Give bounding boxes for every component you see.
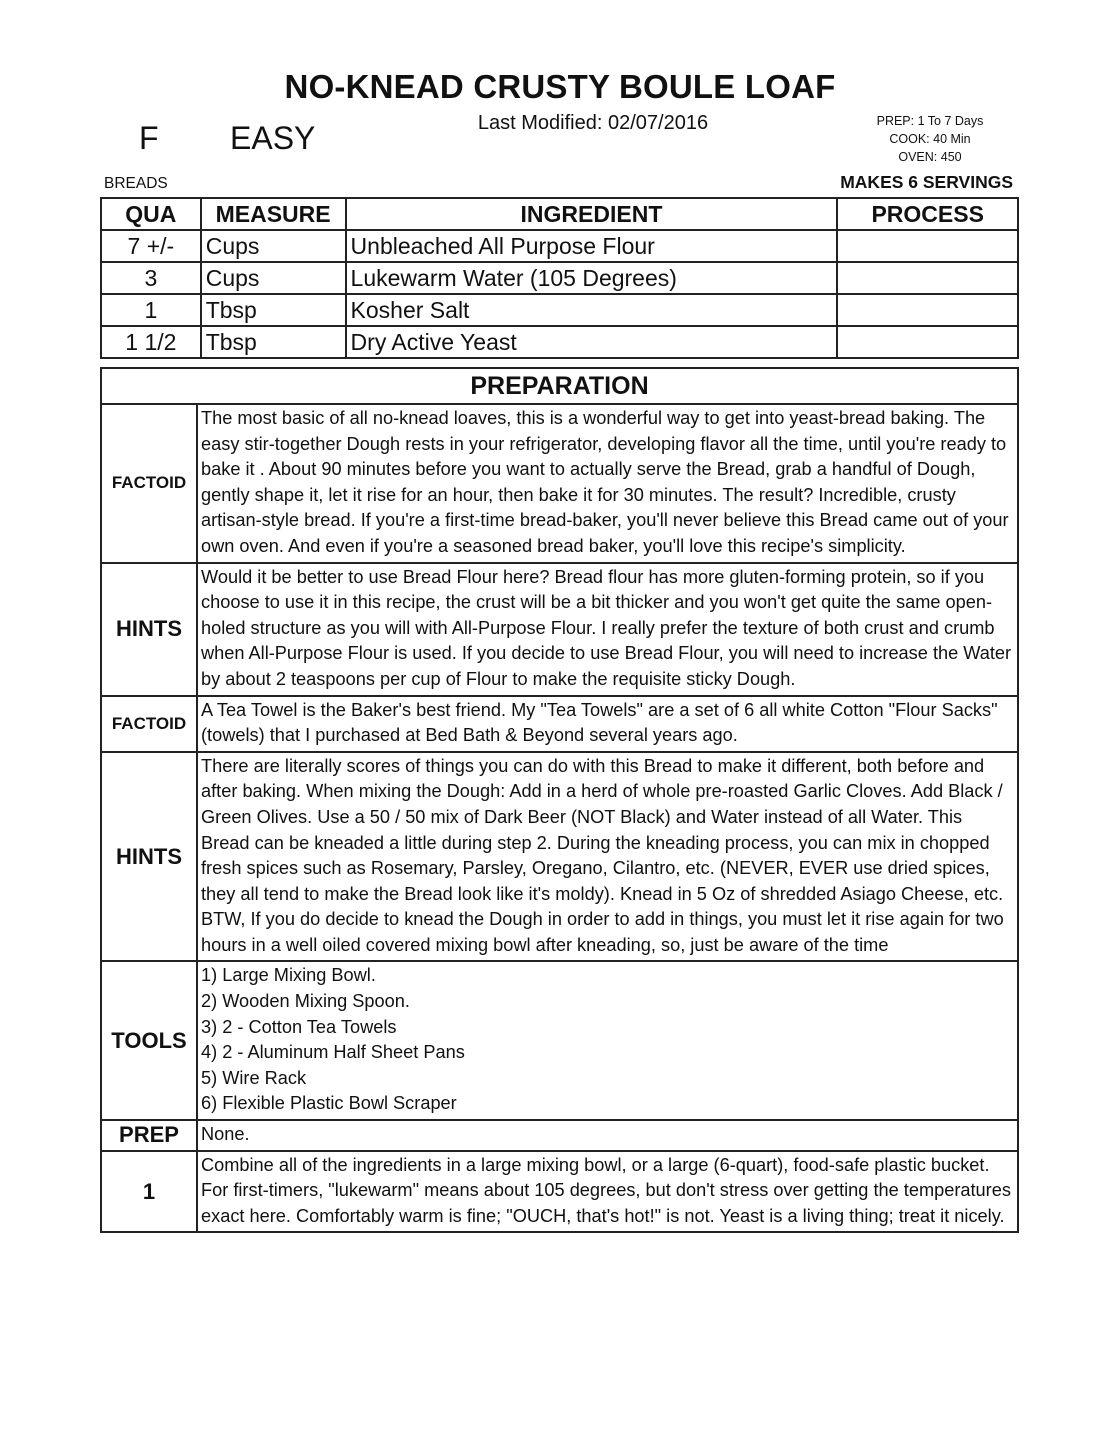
last-modified-date: Last Modified: 02/07/2016 [477, 112, 709, 134]
ingredient-quantity: 7 +/- [101, 230, 201, 262]
step-text: Combine all of the ingredients in a large mixing bowl, or a large (6-quart), food-safe plastic bucket. For first-timers, "lukewarm" means about 105 degrees, but don't stress over getting the temperatures exact here. Comfortably warm is fine; "OUCH, that's hot!" is not. Yeast is a living thing; treat it nicely. [197, 1151, 1018, 1233]
tool-item: 6) Flexible Plastic Bowl Scraper [201, 1093, 457, 1114]
ingredient-process [837, 262, 1018, 294]
section-label: HINTS [101, 563, 197, 696]
section-label: FACTOID [101, 696, 197, 752]
section-label: PREP [101, 1120, 197, 1151]
prep-section-tools [101, 961, 1018, 1120]
prep-section-factoid [101, 696, 1018, 752]
section-label: TOOLS [101, 961, 197, 1120]
ingredient-row [101, 294, 1018, 326]
section-text: None. [197, 1120, 1018, 1151]
prep-time: PREP: 1 To 7 Days [876, 114, 984, 128]
column-header-process: PROCESS [837, 198, 1018, 230]
ingredient-name: Dry Active Yeast [346, 326, 838, 358]
recipe-title: NO-KNEAD CRUSTY BOULE LOAF [284, 68, 836, 105]
difficulty-label: EASY [230, 120, 316, 156]
section-text: A Tea Towel is the Baker's best friend. My "Tea Towels" are a set of 6 all white Cotton "Flour Sacks" (towels) that I purchased at Bed Bath & Beyond several years ago. [197, 696, 1018, 752]
prep-section-hints [101, 752, 1018, 962]
ingredient-measure: Cups [201, 262, 346, 294]
column-header-qua: QUA [101, 198, 201, 230]
ingredient-name: Kosher Salt [346, 294, 838, 326]
ingredient-process [837, 294, 1018, 326]
tool-item: 1) Large Mixing Bowl. [201, 965, 376, 986]
ingredient-row [101, 262, 1018, 294]
tools-list [197, 961, 1018, 1120]
ingredient-quantity: 3 [101, 262, 201, 294]
prep-section-factoid [101, 404, 1018, 563]
recipe-category: BREADS [104, 175, 168, 192]
column-header-ingredient: INGREDIENT [346, 198, 838, 230]
column-header-measure: MEASURE [201, 198, 346, 230]
tool-item: 4) 2 - Aluminum Half Sheet Pans [201, 1042, 465, 1063]
section-label: HINTS [101, 752, 197, 962]
time-info [850, 112, 1010, 166]
ingredients-table [100, 197, 1019, 359]
preparation-table [100, 367, 1019, 1233]
prep-step [101, 1151, 1018, 1233]
ingredient-process [837, 326, 1018, 358]
prep-section-prep [101, 1120, 1018, 1151]
ingredient-measure: Cups [201, 230, 346, 262]
section-text: Would it be better to use Bread Flour here? Bread flour has more gluten-forming protein, so if you choose to use it in this recipe, the crust will be a bit thicker and you won't get quite the same open-holed structure as you will with All-Purpose Flour. I really prefer the texture of both crust and crumb when All-Purpose Flour is used. If you decide to use Bread Flour, you will need to increase the Water by about 2 teaspoons per cup of Flour to make the requisite sticky Dough. [197, 563, 1018, 696]
ingredient-quantity: 1 [101, 294, 201, 326]
ingredient-measure: Tbsp [201, 294, 346, 326]
section-label: FACTOID [101, 404, 197, 563]
servings-label: MAKES 6 SERVINGS [840, 172, 1013, 192]
tool-item: 3) 2 - Cotton Tea Towels [201, 1016, 397, 1037]
tool-item: 2) Wooden Mixing Spoon. [201, 991, 410, 1012]
ingredient-measure: Tbsp [201, 326, 346, 358]
ingredients-header-row [101, 198, 1018, 230]
ingredient-name: Unbleached All Purpose Flour [346, 230, 838, 262]
prep-section-hints [101, 563, 1018, 696]
ingredient-name: Lukewarm Water (105 Degrees) [346, 262, 838, 294]
ingredient-process [837, 230, 1018, 262]
section-text: There are literally scores of things you can do with this Bread to make it different, both before and after baking. When mixing the Dough: Add in a herd of whole pre-roasted Garlic Cloves. Add Black / Green Olives. Use a 50 / 50 mix of Dark Beer (NOT Black) and Water instead of all Water. This Bread can be kneaded a little during step 2. During the kneading process, you can mix in chopped fresh spices such as Rosemary, Parsley, Oregano, Cilantro, etc. (NEVER, EVER use dried spices, they all tend to make the Bread look like it's moldy). Knead in 5 Oz of shredded Asiago Cheese, etc. BTW, If you do decide to knead the Dough in order to add in things, you must let it rise again for two hours in a well oiled covered mixing bowl after kneading, so, just be aware of the time [197, 752, 1018, 962]
preparation-heading: PREPARATION [101, 368, 1018, 404]
ingredient-row [101, 326, 1018, 358]
ingredient-quantity: 1 1/2 [101, 326, 201, 358]
ingredient-row [101, 230, 1018, 262]
step-number: 1 [101, 1151, 197, 1233]
cook-time: COOK: 40 Min [889, 132, 971, 146]
tool-item: 5) Wire Rack [201, 1067, 307, 1088]
recipe-grade: F [139, 120, 159, 156]
oven-temp: OVEN: 450 [898, 150, 962, 164]
section-text: The most basic of all no-knead loaves, this is a wonderful way to get into yeast-bread baking. The easy stir-together Dough rests in your refrigerator, developing flavor all the time, until you're ready to bake it . About 90 minutes before you want to actually serve the Bread, grab a handful of Dough, gently shape it, let it rise for an hour, then bake it for 30 minutes. The result? Incredible, crusty artisan-style bread. If you're a first-time bread-baker, you'll never believe this Bread came out of your own oven. And even if you're a seasoned bread baker, you'll love this recipe's simplicity. [197, 404, 1018, 563]
